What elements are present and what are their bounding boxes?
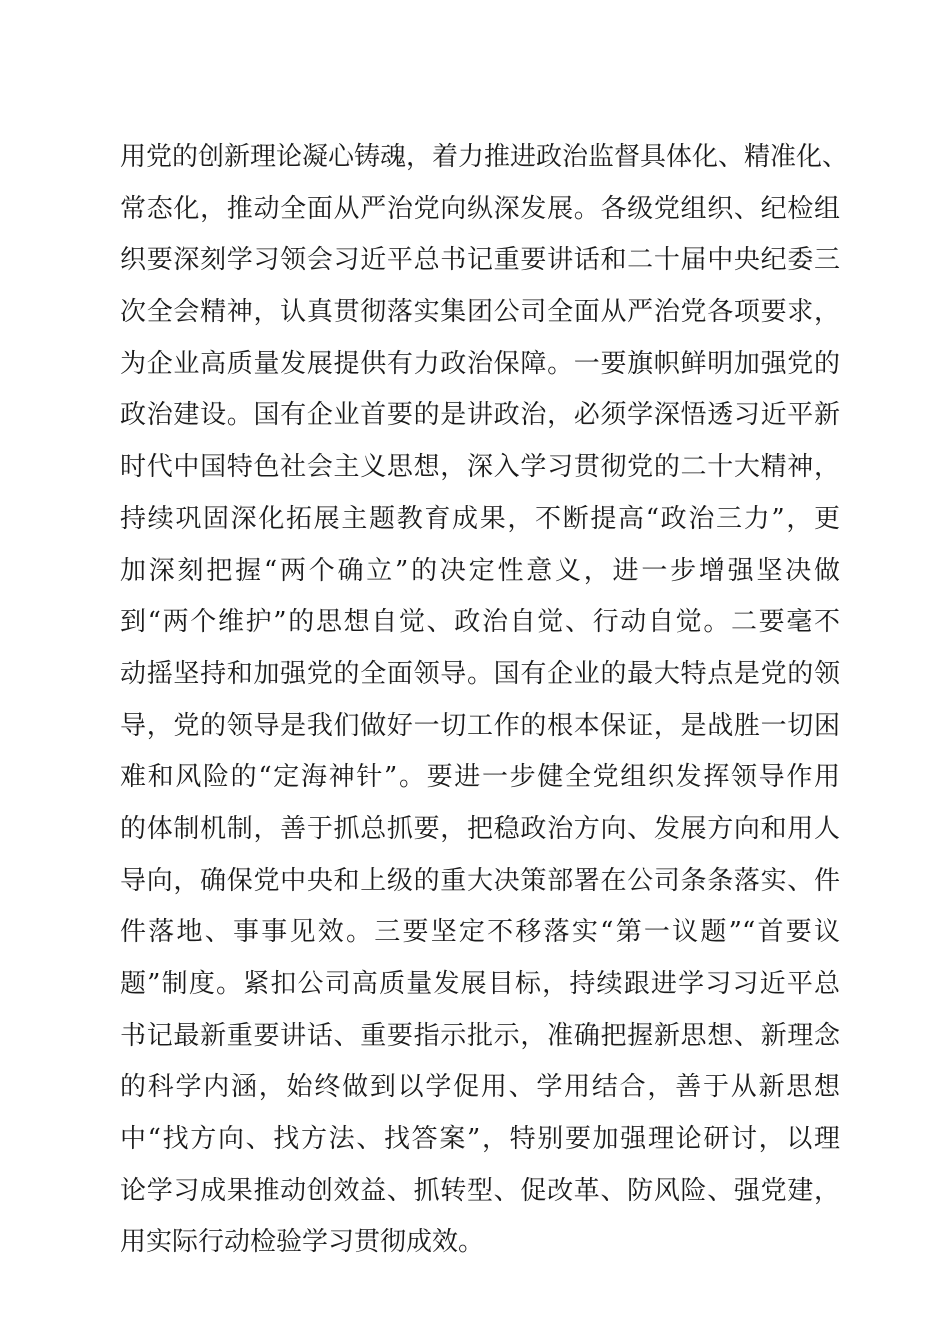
- text-line: 织要深刻学习领会习近平总书记重要讲话和二十届中央纪委三: [120, 245, 840, 276]
- text-line: 政治建设。国有企业首要的是讲政治，必须学深悟透习近平新: [120, 400, 840, 431]
- text-line: 持续巩固深化拓展主题教育成果，不断提高“政治三力”，更: [120, 503, 840, 534]
- text-line: 论学习成果推动创效益、抓转型、促改革、防风险、强党建，: [120, 1175, 840, 1206]
- text-line: 的体制机制，善于抓总抓要，把稳政治方向、发展方向和用人: [120, 813, 840, 844]
- text-line: 为企业高质量发展提供有力政治保障。一要旗帜鲜明加强党的: [120, 348, 840, 379]
- text-line: 次全会精神，认真贯彻落实集团公司全面从严治党各项要求，: [120, 297, 840, 328]
- text-line: 的科学内涵，始终做到以学促用、学用结合，善于从新思想: [120, 1072, 840, 1103]
- text-line: 用党的创新理论凝心铸魂，着力推进政治监督具体化、精准化、: [120, 142, 849, 172]
- text-line: 用实际行动检验学习贯彻成效。: [120, 1227, 485, 1258]
- text-line: 导向，确保党中央和上级的重大决策部署在公司条条落实、件: [120, 865, 840, 896]
- text-line: 中“找方向、找方法、找答案”，特别要加强理论研讨，以理: [120, 1124, 840, 1155]
- text-line: 动摇坚持和加强党的全面领导。国有企业的最大特点是党的领: [120, 658, 840, 689]
- text-line: 时代中国特色社会主义思想，深入学习贯彻党的二十大精神，: [120, 452, 840, 483]
- text-line: 常态化，推动全面从严治党向纵深发展。各级党组织、纪检组: [120, 193, 840, 224]
- text-line: 难和风险的“定海神针”。要进一步健全党组织发挥领导作用: [120, 762, 840, 793]
- text-line: 书记最新重要讲话、重要指示批示，准确把握新思想、新理念: [120, 1020, 840, 1051]
- body-paragraph: [120, 132, 849, 1269]
- text-line: 题”制度。紧扣公司高质量发展目标，持续跟进学习习近平总: [120, 969, 840, 999]
- text-line: 件落地、事事见效。三要坚定不移落实“第一议题”“首要议: [120, 917, 840, 948]
- text-line: 到“两个维护”的思想自觉、政治自觉、行动自觉。二要毫不: [120, 607, 840, 638]
- text-line: 导，党的领导是我们做好一切工作的根本保证，是战胜一切困: [120, 710, 840, 741]
- text-line: 加深刻把握“两个确立”的决定性意义，进一步增强坚决做: [120, 555, 840, 586]
